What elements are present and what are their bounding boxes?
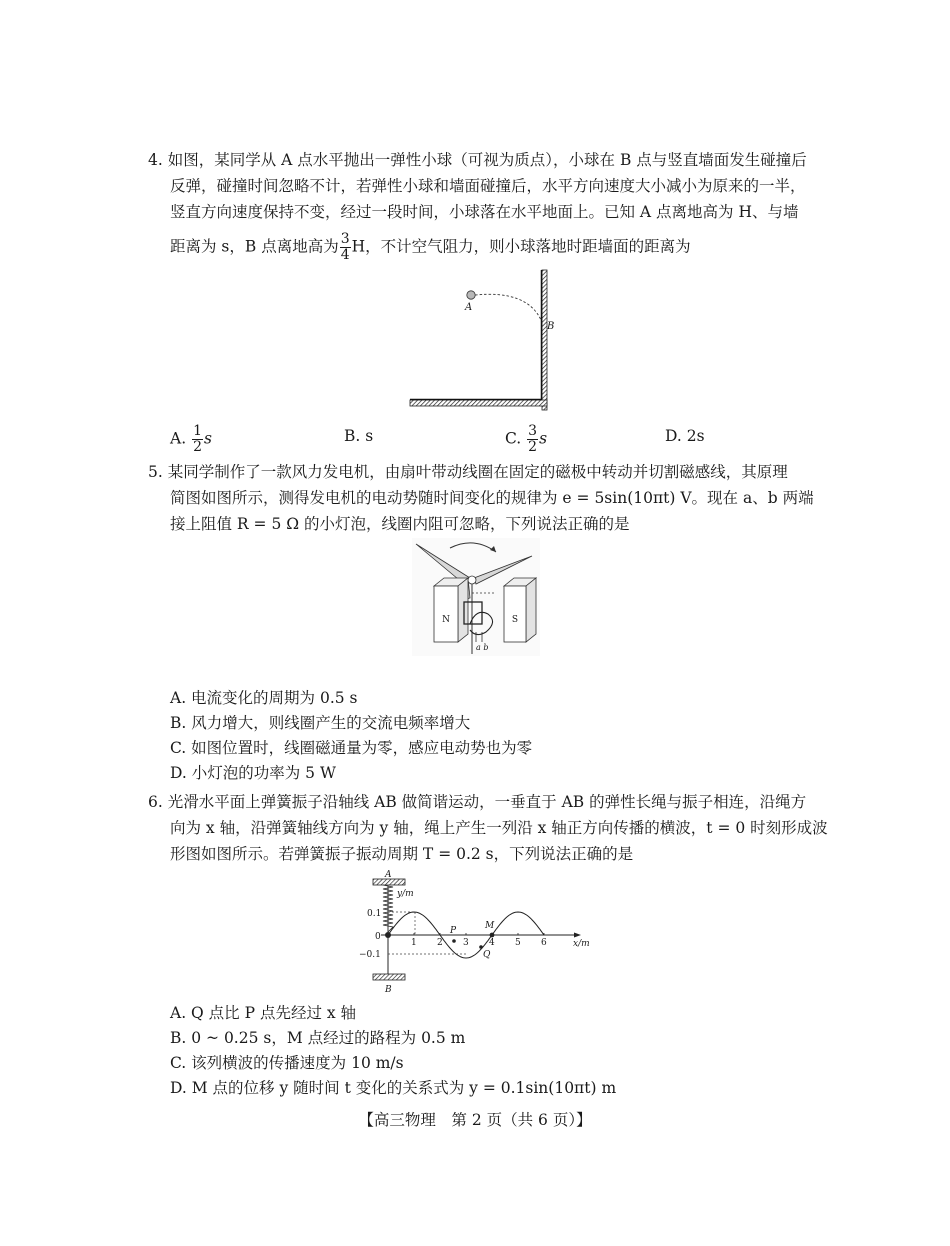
q6-x-tick-label: 6 — [541, 938, 547, 948]
q5-magnet-s-front — [504, 586, 526, 642]
q5-option-c: C. 如图位置时，线圈磁通量为零，感应电动势也为零 — [170, 739, 533, 757]
q6-point-m-label: M — [485, 921, 495, 931]
q4-figure — [405, 268, 555, 412]
q6-point-q — [479, 945, 483, 949]
q6-option-b: B. 0 ~ 0.25 s，M 点经过的路程为 0.5 m — [170, 1029, 466, 1047]
q4-fraction-den: 4 — [340, 247, 350, 263]
q5-terminals-label: a b — [476, 643, 489, 652]
q4-line-1: 4. 如图，某同学从 A 点水平抛出一弹性小球（可视为质点），小球在 B 点与竖直墙面发生碰撞后 — [148, 151, 807, 169]
q5-option-a: A. 电流变化的周期为 0.5 s — [170, 689, 358, 707]
q6-x-tick-label: 1 — [411, 938, 417, 948]
q5-option-b: B. 风力增大，则线圈产生的交流电频率增大 — [170, 714, 471, 732]
q4-option-a-tail: s — [203, 429, 212, 448]
q4-option-a-num: 1 — [193, 423, 202, 439]
q6-figure — [355, 868, 595, 996]
q4-option-b: B. s — [344, 427, 374, 445]
q5-magnet-n-side — [458, 578, 468, 642]
q6-line-2: 向为 x 轴，沿弹簧轴线方向为 y 轴，绳上产生一列沿 x 轴正方向传播的横波，t = 0 时刻形成波 — [170, 819, 828, 837]
q5-line-2: 简图如图所示，测得发电机的电动势随时间变化的规律为 e = 5sin(10πt) V。现在 a、b 两端 — [170, 489, 814, 507]
q4-option-a-label: A. — [170, 429, 187, 448]
q6-x-tick-label: 3 — [463, 938, 469, 948]
q4-line-3: 竖直方向速度保持不变，经过一段时间，小球落在水平地面上。已知 A 点离地高为 H、与墙 — [170, 203, 799, 221]
q6-point-p-label: P — [450, 926, 457, 936]
q4-option-c-label: C. — [505, 429, 522, 448]
q6-label-a: A — [385, 870, 392, 880]
q4-option-c — [505, 424, 547, 455]
q6-y-tick-zero: 0 — [375, 932, 381, 942]
q6-x-tick-label: 2 — [437, 938, 443, 948]
q6-point-q-label: Q — [483, 950, 491, 960]
q4-option-a-den: 2 — [193, 439, 202, 455]
q6-x-tick-label: 5 — [515, 938, 521, 948]
q4-option-d: D. 2s — [665, 427, 705, 445]
q5-line-1: 5. 某同学制作了一款风力发电机，由扇叶带动线圈在固定的磁极中转动并切割磁感线，其原理 — [148, 463, 788, 481]
q4-fraction-num: 3 — [340, 231, 350, 247]
q6-x-axis-arrow — [574, 933, 581, 938]
q4-ball — [467, 291, 475, 299]
q4-line-4-text-b: H，不计空气阻力，则小球落地时距墙面的距离为 — [351, 237, 691, 256]
q4-line-4 — [170, 232, 691, 263]
q6-x-tick-label: 4 — [489, 938, 495, 948]
q4-option-a-fraction — [192, 424, 203, 455]
q6-support-bottom — [373, 974, 405, 980]
q6-y-tick-pos: 0.1 — [367, 909, 382, 919]
q4-label-a: A — [465, 302, 473, 313]
q4-ground — [410, 400, 547, 406]
q4-option-c-den: 2 — [528, 439, 538, 455]
q4-line-2: 反弹，碰撞时间忽略不计，若弹性小球和墙面碰撞后，水平方向速度大小减小为原来的一半， — [170, 177, 806, 195]
q6-label-b: B — [385, 985, 392, 995]
q5-option-d: D. 小灯泡的功率为 5 W — [170, 764, 336, 782]
page-footer: 【高三物理 第 2 页（共 6 页）】 — [358, 1111, 592, 1129]
q6-oscillator — [385, 932, 391, 938]
q5-line-3: 接上阻值 R = 5 Ω 的小灯泡，线圈内阻可忽略，下列说法正确的是 — [170, 515, 630, 533]
q6-line-3: 形图如图所示。若弹簧振子振动周期 T = 0.2 s，下列说法正确的是 — [170, 845, 634, 863]
q4-option-c-fraction — [527, 424, 538, 455]
q6-point-m — [490, 933, 495, 938]
q4-trajectory — [475, 294, 541, 320]
q4-label-b: B — [547, 321, 555, 332]
q4-line-4-text-a: 距离为 s，B 点离地高为 — [170, 237, 339, 256]
q5-pole-s: S — [511, 615, 519, 625]
q6-y-axis-label: y/m — [397, 889, 414, 899]
q5-figure — [412, 538, 540, 656]
q6-y-tick-neg: −0.1 — [359, 950, 381, 960]
q4-wall — [542, 270, 547, 410]
q5-pole-n: N — [442, 615, 450, 625]
q6-option-c: C. 该列横波的传播速度为 10 m/s — [170, 1054, 404, 1072]
q5-magnet-n-front — [434, 586, 458, 642]
q4-option-c-num: 3 — [528, 423, 538, 439]
q6-line-1: 6. 光滑水平面上弹簧振子沿轴线 AB 做简谐运动，一垂直于 AB 的弹性长绳与振子相连，沿绳方 — [148, 793, 807, 811]
q5-hub — [468, 576, 476, 584]
q5-magnet-s-side — [526, 578, 536, 642]
q4-option-a — [170, 424, 212, 455]
q6-option-d: D. M 点的位移 y 随时间 t 变化的关系式为 y = 0.1sin(10πt) m — [170, 1079, 617, 1097]
q6-option-a: A. Q 点比 P 点先经过 x 轴 — [170, 1004, 357, 1022]
q6-point-p — [452, 939, 456, 943]
q4-fraction — [340, 232, 351, 263]
q6-x-axis-label: x/m — [573, 939, 590, 949]
q4-option-c-tail: s — [539, 429, 548, 448]
